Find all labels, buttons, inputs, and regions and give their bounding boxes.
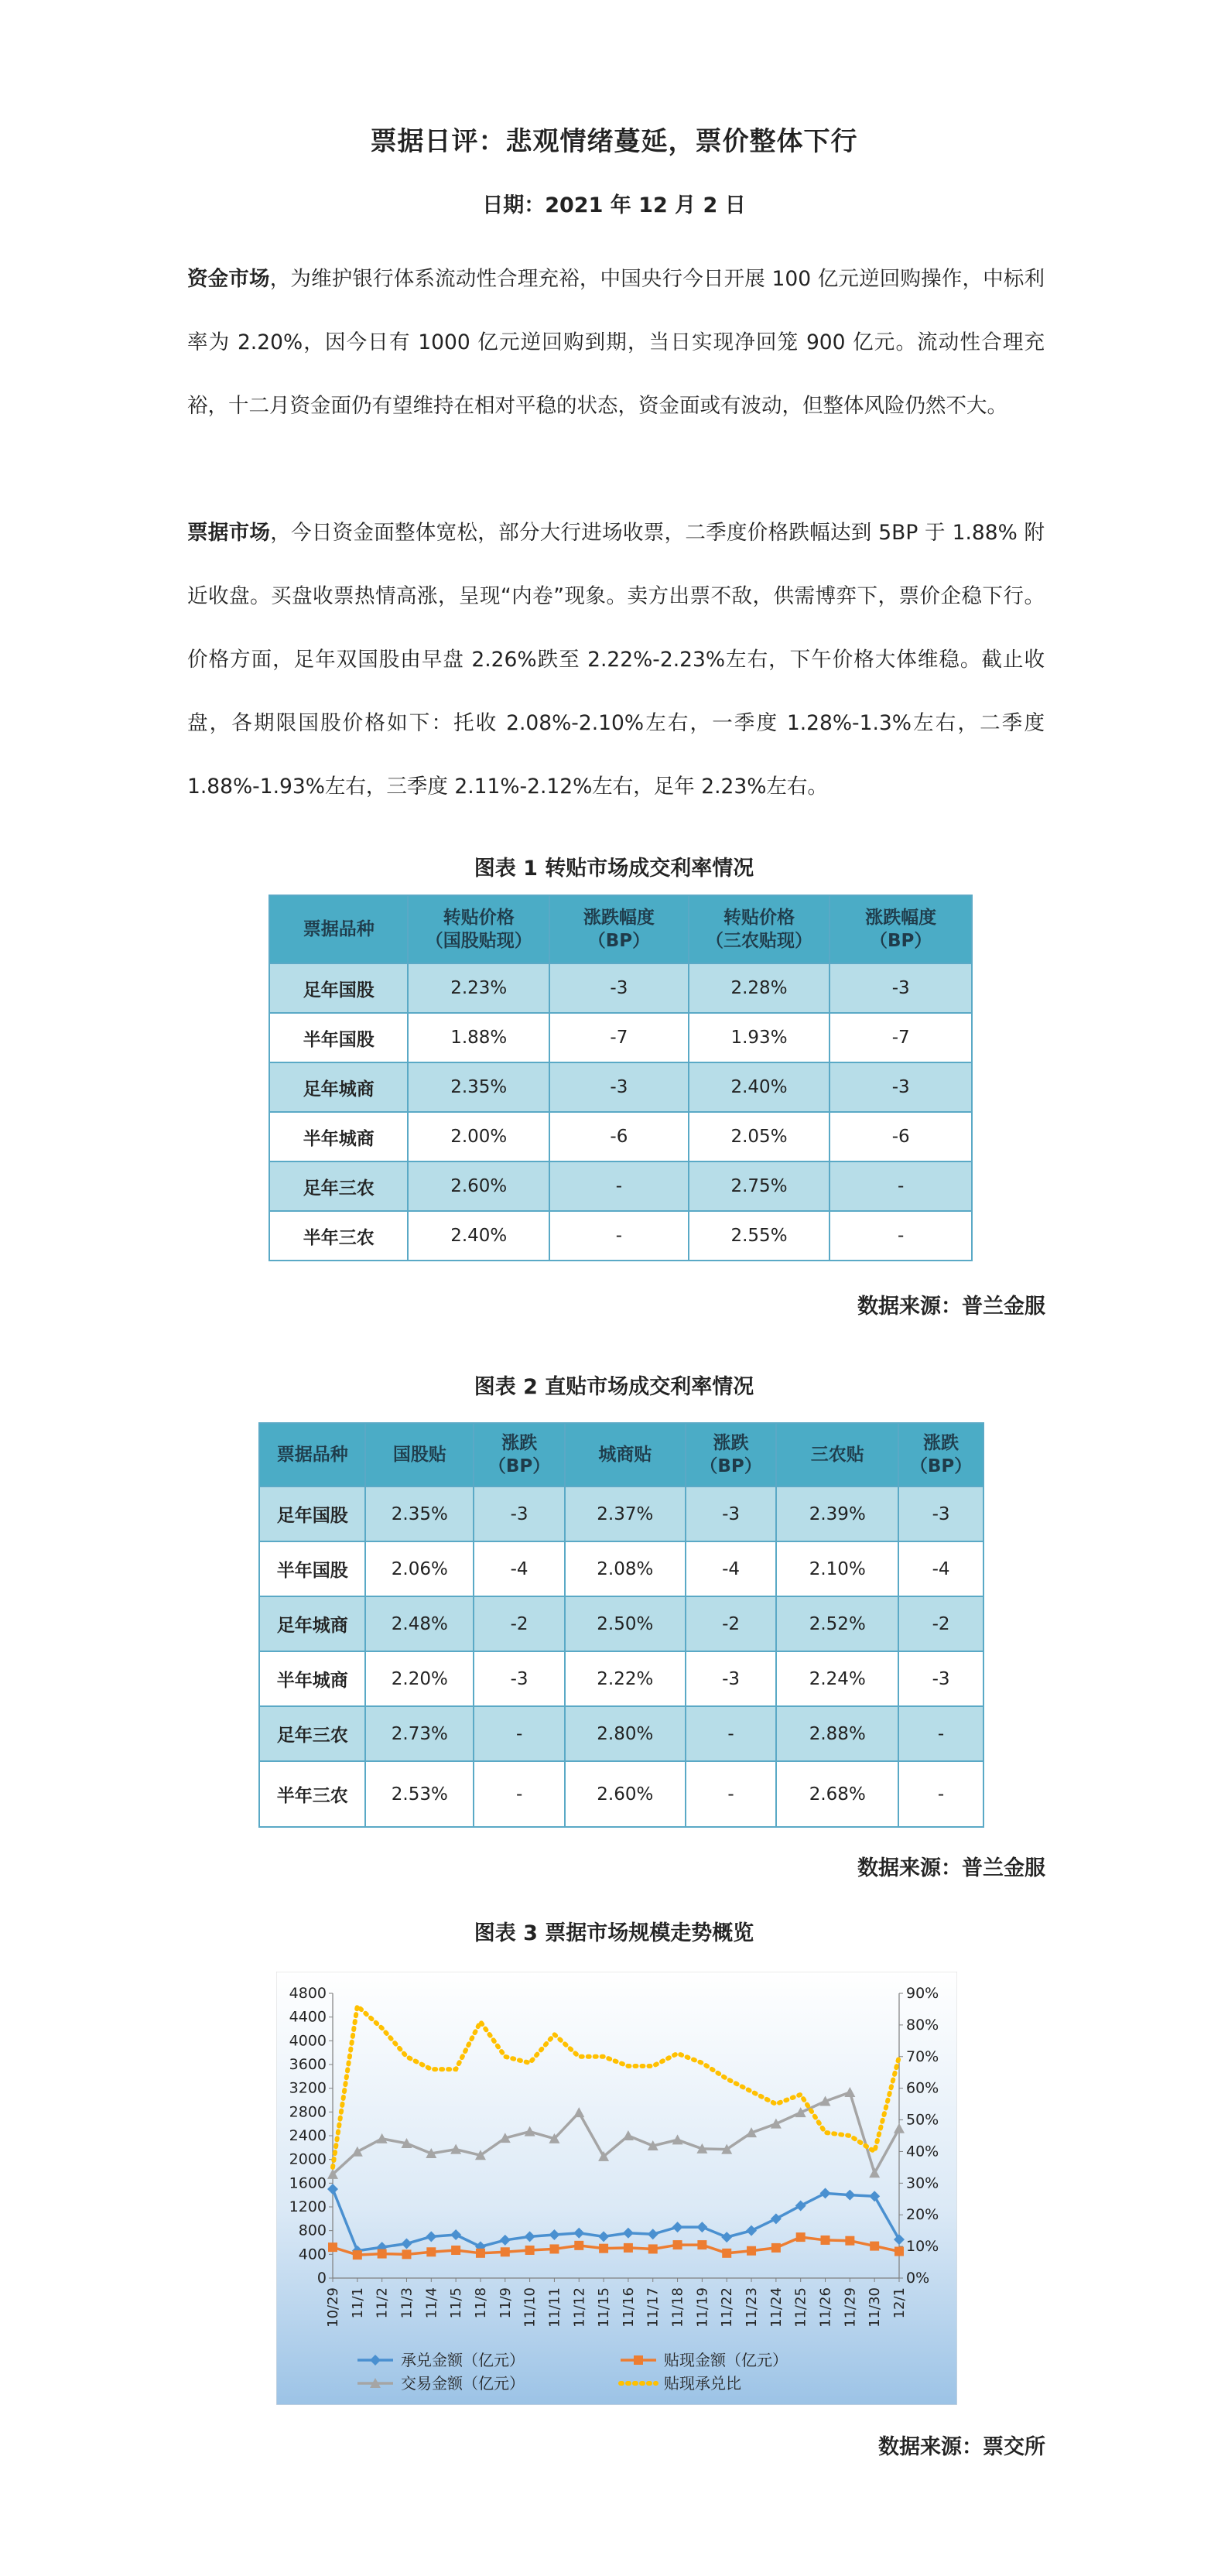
table-cell: 2.48% [365, 1596, 474, 1651]
table1-caption: 图表 1 转贴市场成交利率情况 [474, 857, 754, 881]
data-point-square [634, 2355, 643, 2365]
table-cell: 2.68% [776, 1761, 898, 1827]
table-cell: 2.23% [408, 963, 549, 1013]
y-left-tick-label: 800 [298, 2222, 327, 2239]
y-left-tick-label: 3200 [289, 2079, 327, 2097]
data-point-square [353, 2250, 362, 2260]
table-row [269, 1161, 972, 1211]
y-left-tick-label: 1200 [289, 2198, 327, 2215]
table2-caption: 图表 2 直贴市场成交利率情况 [474, 1375, 754, 1399]
table-cell: 2.40% [408, 1211, 549, 1261]
table-cell: 2.20% [365, 1651, 474, 1706]
data-point-square [747, 2246, 756, 2256]
table-cell: - [474, 1761, 565, 1827]
table-cell: 2.75% [689, 1161, 830, 1211]
data-point-square [796, 2232, 806, 2242]
table2-direct-rates [258, 1422, 984, 1828]
table-cell: -2 [474, 1596, 565, 1651]
data-point-square [624, 2243, 633, 2253]
row-label: 半年三农 [269, 1211, 408, 1261]
table1-source: 数据来源：普兰金服 [857, 1295, 1045, 1319]
table-header-cell: 涨跌幅度 （BP） [549, 895, 689, 963]
data-point-square [476, 2249, 485, 2258]
x-tick-label: 10/29 [325, 2287, 341, 2328]
y-left-tick-label: 3600 [289, 2056, 327, 2073]
paragraph-body: ，为维护银行体系流动性合理充裕，中国央行今日开展 100 亿元逆回购操作，中标利率为 2.20%，因今日有 1000 亿元逆回购到期，当日实现净回笼 900 亿元。流动性合理充裕，十二月资金面仍有望维持在相对平稳的状态，资金面或有波动，但整体风险仍然不大。 [187, 267, 1045, 418]
data-point-square [549, 2244, 559, 2253]
x-tick-label: 11/17 [645, 2287, 662, 2328]
table-cell: 2.80% [565, 1706, 686, 1761]
table-cell: -7 [829, 1013, 972, 1062]
figure3-caption: 图表 3 票据市场规模走势概览 [474, 1921, 754, 1945]
x-tick-label: 11/5 [448, 2287, 465, 2319]
data-point-square [697, 2240, 706, 2249]
legend-label: 贴现金额（亿元） [664, 2351, 788, 2369]
y-left-tick-label: 400 [298, 2246, 327, 2263]
data-point-square [426, 2247, 436, 2256]
table-row [259, 1486, 983, 1541]
y-left-tick-label: 1600 [289, 2174, 327, 2192]
table-row [259, 1541, 983, 1596]
table-cell: - [829, 1211, 972, 1261]
x-tick-label: 12/1 [891, 2287, 908, 2319]
row-label: 半年国股 [269, 1013, 408, 1062]
figure3-chart [276, 1972, 957, 2405]
table-cell: -3 [829, 963, 972, 1013]
table-cell: -3 [686, 1486, 777, 1541]
data-point-square [328, 2242, 337, 2252]
row-label: 足年三农 [259, 1706, 365, 1761]
y-right-tick-label: 20% [906, 2206, 939, 2224]
table-cell: 2.40% [689, 1062, 830, 1112]
table-header-cell: 涨跌幅度 （BP） [829, 895, 972, 963]
data-point-square [673, 2240, 682, 2249]
data-point-square [870, 2242, 879, 2251]
y-right-tick-label: 30% [906, 2174, 939, 2192]
table-cell: 2.73% [365, 1706, 474, 1761]
x-tick-label: 11/18 [669, 2287, 686, 2328]
x-tick-label: 11/16 [620, 2287, 637, 2328]
row-label: 半年城商 [259, 1651, 365, 1706]
table-cell: 2.06% [365, 1541, 474, 1596]
table-cell: -6 [829, 1112, 972, 1161]
row-label: 半年三农 [259, 1761, 365, 1827]
table-cell: - [898, 1761, 983, 1827]
table-cell: 1.93% [689, 1013, 830, 1062]
table-header-cell: 票据品种 [259, 1423, 365, 1486]
paragraph-bill-market [187, 501, 1045, 819]
paragraph-head: 票据市场 [187, 521, 271, 545]
table-header-cell: 涨跌 （BP） [898, 1423, 983, 1486]
y-left-tick-label: 4400 [289, 2008, 327, 2026]
x-tick-label: 11/3 [399, 2287, 416, 2319]
paragraph-body: ，今日资金面整体宽松，部分大行进场收票，二季度价格跌幅达到 5BP 于 1.88% 附近收盘。买盘收票热情高涨，呈现“内卷”现象。卖方出票不敌，供需博弈下，票价企稳下行。价格方面，足年双国股由早盘 2.26%跌至 2.22%-2.23%左右，下午价格大体维稳。截止收盘，各期限国股价格如下：托收 2.08%-2.10%左右，一季度 1.28%-1.3%左右，二季度 1.88%-1.93%左右，三季度 2.11%-2.12%左右，足年 2.23%左右。 [187, 521, 1045, 799]
table-cell: -2 [686, 1596, 777, 1651]
table-row [269, 1062, 972, 1112]
table-header-cell: 转贴价格 （国股贴现） [408, 895, 549, 963]
x-tick-label: 11/19 [694, 2287, 711, 2328]
data-point-square [599, 2244, 608, 2253]
y-right-tick-label: 60% [906, 2079, 939, 2097]
table-cell: 2.10% [776, 1541, 898, 1596]
table-cell: - [686, 1761, 777, 1827]
row-label: 足年国股 [259, 1486, 365, 1541]
y-right-tick-label: 80% [906, 2016, 939, 2034]
y-right-tick-label: 50% [906, 2111, 939, 2129]
table-cell: 2.24% [776, 1651, 898, 1706]
data-point-square [821, 2236, 830, 2245]
table-cell: 2.37% [565, 1486, 686, 1541]
table-row [259, 1706, 983, 1761]
table-cell: -3 [549, 963, 689, 1013]
y-left-tick-label: 0 [316, 2270, 327, 2287]
paragraph-money-market [187, 248, 1045, 438]
legend-label: 承兑金额（亿元） [401, 2351, 525, 2369]
data-point-square [771, 2243, 781, 2253]
table-header-cell: 三农贴 [776, 1423, 898, 1486]
table-cell: 2.05% [689, 1112, 830, 1161]
table-cell: -3 [474, 1651, 565, 1706]
table-row [269, 963, 972, 1013]
x-tick-label: 11/24 [768, 2287, 785, 2328]
data-point-square [722, 2249, 731, 2258]
data-point-square [574, 2241, 583, 2250]
table-cell: -6 [549, 1112, 689, 1161]
x-tick-label: 11/26 [817, 2287, 834, 2328]
x-tick-label: 11/30 [867, 2287, 884, 2328]
table-cell: 2.55% [689, 1211, 830, 1261]
table-cell: -3 [686, 1651, 777, 1706]
y-left-tick-label: 4800 [289, 1985, 327, 2002]
y-right-tick-label: 90% [906, 1985, 939, 2002]
row-label: 半年城商 [269, 1112, 408, 1161]
legend-label: 交易金额（亿元） [401, 2374, 525, 2393]
x-tick-label: 11/22 [719, 2287, 736, 2328]
paragraph-head: 资金市场 [187, 267, 270, 291]
y-left-tick-label: 2400 [289, 2127, 327, 2144]
x-tick-label: 11/25 [792, 2287, 809, 2328]
data-point-square [501, 2247, 510, 2256]
data-point-square [378, 2249, 387, 2259]
table-cell: -3 [549, 1062, 689, 1112]
table-header-cell: 转贴价格 （三农贴现） [689, 895, 830, 963]
table-row [269, 1211, 972, 1261]
table-cell: 2.39% [776, 1486, 898, 1541]
figure3-source: 数据来源：票交所 [878, 2435, 1045, 2459]
table2-source: 数据来源：普兰金服 [857, 1856, 1045, 1880]
table-cell: 2.53% [365, 1761, 474, 1827]
y-right-tick-label: 10% [906, 2238, 939, 2256]
table-cell: -3 [898, 1486, 983, 1541]
y-left-tick-label: 2800 [289, 2103, 327, 2121]
table-cell: -4 [686, 1541, 777, 1596]
table-row [259, 1761, 983, 1827]
table-cell: - [549, 1161, 689, 1211]
table-cell: - [898, 1706, 983, 1761]
x-tick-label: 11/9 [497, 2287, 514, 2319]
x-tick-label: 11/1 [349, 2287, 366, 2319]
table-cell: 1.88% [408, 1013, 549, 1062]
table-cell: 2.00% [408, 1112, 549, 1161]
table-cell: -3 [474, 1486, 565, 1541]
table-cell: 2.08% [565, 1541, 686, 1596]
document-date: 日期：2021 年 12 月 2 日 [482, 193, 746, 217]
table-row [269, 1112, 972, 1161]
table-header-cell: 涨跌 （BP） [474, 1423, 565, 1486]
table-row [259, 1596, 983, 1651]
table-cell: - [549, 1211, 689, 1261]
table-header-cell: 城商贴 [565, 1423, 686, 1486]
table-header-cell: 票据品种 [269, 895, 408, 963]
data-point-square [525, 2246, 535, 2255]
y-right-tick-label: 0% [906, 2270, 930, 2287]
table-cell: -3 [829, 1062, 972, 1112]
x-tick-label: 11/29 [842, 2287, 859, 2328]
x-tick-label: 11/23 [744, 2287, 761, 2328]
table-cell: 2.35% [408, 1062, 549, 1112]
row-label: 足年城商 [259, 1596, 365, 1651]
table-cell: - [686, 1706, 777, 1761]
row-label: 半年国股 [259, 1541, 365, 1596]
y-right-tick-label: 40% [906, 2143, 939, 2160]
data-point-square [894, 2247, 904, 2256]
x-tick-label: 11/12 [571, 2287, 588, 2328]
table-cell: - [829, 1161, 972, 1211]
x-tick-label: 11/15 [596, 2287, 613, 2328]
chart-svg [276, 1972, 957, 2405]
table-cell: 2.88% [776, 1706, 898, 1761]
x-tick-label: 11/10 [522, 2287, 539, 2328]
table-cell: 2.52% [776, 1596, 898, 1651]
y-left-tick-label: 4000 [289, 2032, 327, 2050]
x-tick-label: 11/8 [472, 2287, 489, 2319]
chart-background [276, 1972, 957, 2405]
data-point-square [402, 2249, 411, 2259]
data-point-square [648, 2244, 658, 2253]
row-label: 足年国股 [269, 963, 408, 1013]
legend-label: 贴现承兑比 [664, 2374, 741, 2393]
table-cell: 2.22% [565, 1651, 686, 1706]
document-title: 票据日评：悲观情绪蔓延，票价整体下行 [370, 126, 858, 157]
table-cell: 2.60% [565, 1761, 686, 1827]
table-cell: -4 [474, 1541, 565, 1596]
table-cell: -2 [898, 1596, 983, 1651]
y-right-tick-label: 70% [906, 2047, 939, 2065]
y-left-tick-label: 2000 [289, 2150, 327, 2168]
table-cell: -4 [898, 1541, 983, 1596]
row-label: 足年城商 [269, 1062, 408, 1112]
table-cell: 2.28% [689, 963, 830, 1013]
table-cell: -7 [549, 1013, 689, 1062]
table-cell: -3 [898, 1651, 983, 1706]
table-header-cell: 国股贴 [365, 1423, 474, 1486]
data-point-square [845, 2236, 854, 2246]
table-cell: 2.60% [408, 1161, 549, 1211]
table1-transfer-rates [269, 895, 973, 1261]
table-row [259, 1651, 983, 1706]
row-label: 足年三农 [269, 1161, 408, 1211]
data-point-square [451, 2246, 460, 2255]
table-cell: 2.35% [365, 1486, 474, 1541]
table-row [269, 1013, 972, 1062]
x-tick-label: 11/2 [374, 2287, 391, 2319]
x-tick-label: 11/11 [546, 2287, 563, 2328]
table-cell: 2.50% [565, 1596, 686, 1651]
table-header-cell: 涨跌 （BP） [686, 1423, 777, 1486]
table-cell: - [474, 1706, 565, 1761]
x-tick-label: 11/4 [423, 2287, 440, 2319]
